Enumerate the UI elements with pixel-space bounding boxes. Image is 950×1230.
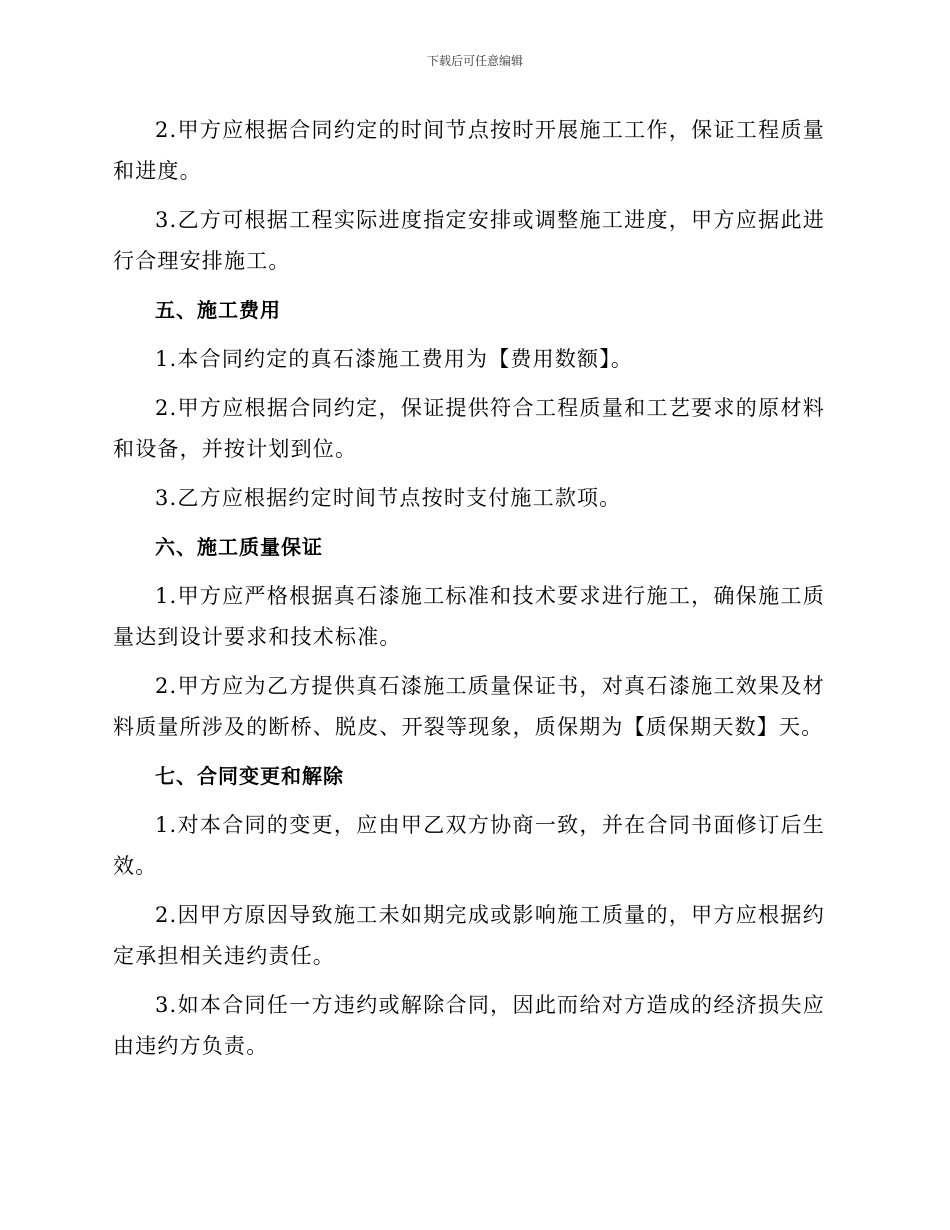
clause-6-2: 2.甲方应为乙方提供真石漆施工质量保证书，对真石漆施工效果及材料质量所涉及的断桥、脱皮、开裂等现象，质保期为【质保期天数】天。	[113, 674, 825, 739]
clause-5-3: 3.乙方应根据约定时间节点按时支付施工款项。	[155, 486, 622, 510]
clause-4-2: 2.甲方应根据合同约定的时间节点按时开展施工工作，保证工程质量和进度。	[113, 118, 825, 183]
clause-7-3: 3.如本合同任一方违约或解除合同，因此而给对方造成的经济损失应由违约方负责。	[113, 993, 825, 1058]
clause-5-1: 1.本合同约定的真石漆施工费用为【费用数额】。	[155, 347, 634, 371]
clause-7-2: 2.因甲方原因导致施工未如期完成或影响施工质量的，甲方应根据约定承担相关违约责任。	[113, 903, 825, 968]
section-heading-5: 五、施工费用	[155, 298, 281, 322]
section-heading-7: 七、合同变更和解除	[155, 764, 344, 788]
page-header: 下载后可任意编辑	[426, 54, 523, 68]
section-heading-6: 六、施工质量保证	[155, 535, 323, 559]
clause-7-1: 1.对本合同的变更，应由甲乙双方协商一致，并在合同书面修订后生效。	[113, 813, 825, 878]
clause-4-3: 3.乙方可根据工程实际进度指定安排或调整施工进度，甲方应据此进行合理安排施工。	[113, 208, 825, 273]
clause-5-2: 2.甲方应根据合同约定，保证提供符合工程质量和工艺要求的原材料和设备，并按计划到位。	[113, 396, 825, 461]
clause-6-1: 1.甲方应严格根据真石漆施工标准和技术要求进行施工，确保施工质量达到设计要求和技术标准。	[113, 584, 825, 649]
document-body	[113, 110, 825, 1075]
